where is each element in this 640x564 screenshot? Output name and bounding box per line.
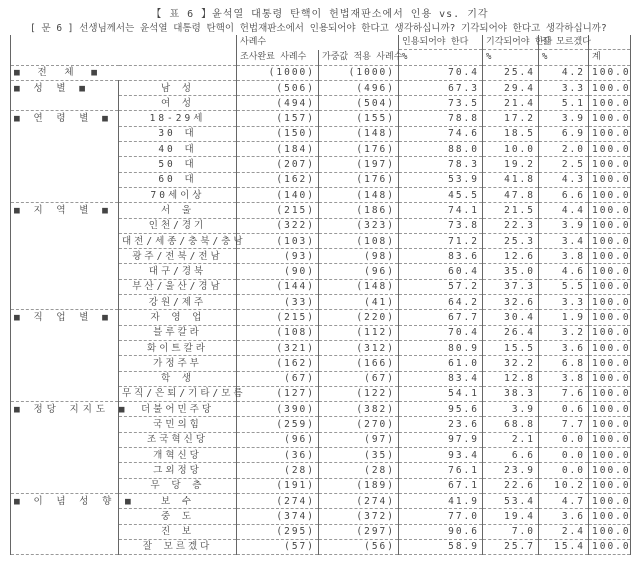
row-label: 잘 모르겠다 — [119, 539, 237, 554]
header-cases: 사례수 — [237, 35, 399, 50]
header-dont-know: 잘 모르겠다 — [539, 35, 589, 50]
group-label: ■ 지 역 별 ■ — [14, 205, 112, 217]
table-row — [11, 402, 631, 417]
weighted-cell: (148) — [319, 126, 399, 141]
dont-know-cell: 1.9 — [539, 310, 589, 325]
row-label: 서 울 — [119, 203, 237, 218]
dont-know-cell: 10.2 — [539, 478, 589, 493]
table-row — [11, 65, 631, 80]
reject-cell: 35.0 — [483, 264, 539, 279]
weighted-cell: (176) — [319, 172, 399, 187]
table-row — [11, 539, 631, 554]
dont-know-cell: 0.0 — [539, 432, 589, 447]
dont-know-cell: 2.4 — [539, 524, 589, 539]
dont-know-cell: 0.0 — [539, 448, 589, 463]
row-label: 가정주부 — [119, 356, 237, 371]
row-label: 여 성 — [119, 96, 237, 111]
dont-know-cell: 5.1 — [539, 96, 589, 111]
table-row — [11, 126, 631, 141]
group-label: ■ 전 체 ■ — [11, 65, 237, 80]
table-row — [11, 295, 631, 310]
total-cell: 100.0 — [589, 448, 631, 463]
weighted-cell: (155) — [319, 111, 399, 126]
completed-cell: (28) — [237, 463, 319, 478]
completed-cell: (259) — [237, 417, 319, 432]
row-label: 무직/은퇴/기타/모름 — [119, 386, 237, 401]
total-cell: 100.0 — [589, 65, 631, 80]
total-cell: 100.0 — [589, 386, 631, 401]
group-label: ■ 정당 지지도 ■ — [14, 404, 129, 416]
row-label: 블루칼라 — [119, 325, 237, 340]
completed-cell: (33) — [237, 295, 319, 310]
accept-cell: 97.9 — [399, 432, 483, 447]
table-row — [11, 279, 631, 294]
row-label: 70세이상 — [119, 187, 237, 202]
weighted-cell: (504) — [319, 96, 399, 111]
weighted-cell: (96) — [319, 264, 399, 279]
reject-cell: 21.4 — [483, 96, 539, 111]
completed-cell: (162) — [237, 172, 319, 187]
reject-cell: 32.6 — [483, 295, 539, 310]
completed-cell: (215) — [237, 203, 319, 218]
row-label: 30 대 — [119, 126, 237, 141]
row-label: 대구/경북 — [119, 264, 237, 279]
total-cell: 100.0 — [589, 264, 631, 279]
completed-cell: (103) — [237, 233, 319, 248]
reject-cell: 21.5 — [483, 203, 539, 218]
weighted-cell: (186) — [319, 203, 399, 218]
row-label: 40 대 — [119, 142, 237, 157]
total-cell: 100.0 — [589, 126, 631, 141]
row-label: 대전/세종/충북/충남 — [119, 233, 237, 248]
reject-cell: 38.3 — [483, 386, 539, 401]
table-row — [11, 356, 631, 371]
completed-cell: (67) — [237, 371, 319, 386]
table-row — [11, 417, 631, 432]
total-cell: 100.0 — [589, 111, 631, 126]
dont-know-cell: 7.6 — [539, 386, 589, 401]
total-cell: 100.0 — [589, 172, 631, 187]
reject-cell: 7.0 — [483, 524, 539, 539]
reject-cell: 26.4 — [483, 325, 539, 340]
accept-cell: 70.4 — [399, 325, 483, 340]
dont-know-cell: 4.3 — [539, 172, 589, 187]
reject-cell: 30.4 — [483, 310, 539, 325]
dont-know-cell: 3.8 — [539, 249, 589, 264]
weighted-cell: (41) — [319, 295, 399, 310]
total-cell: 100.0 — [589, 279, 631, 294]
table-row — [11, 142, 631, 157]
accept-cell: 77.0 — [399, 509, 483, 524]
dont-know-cell: 4.2 — [539, 65, 589, 80]
accept-cell: 74.6 — [399, 126, 483, 141]
dont-know-cell: 3.3 — [539, 295, 589, 310]
total-cell: 100.0 — [589, 325, 631, 340]
group-label: ■ 연 령 별 ■ — [14, 113, 112, 125]
table-row — [11, 80, 631, 95]
total-cell: 100.0 — [589, 539, 631, 554]
weighted-cell: (297) — [319, 524, 399, 539]
reject-cell: 47.8 — [483, 187, 539, 202]
row-label: 중 도 — [119, 509, 237, 524]
table-row — [11, 157, 631, 172]
total-cell: 100.0 — [589, 187, 631, 202]
total-cell: 100.0 — [589, 432, 631, 447]
total-cell: 100.0 — [589, 96, 631, 111]
table-row — [11, 172, 631, 187]
reject-cell: 68.8 — [483, 417, 539, 432]
completed-cell: (390) — [237, 402, 319, 417]
row-label: 무 당 층 — [119, 478, 237, 493]
accept-cell: 80.9 — [399, 340, 483, 355]
group-label: ■ 이 념 성 향 ■ — [14, 495, 135, 507]
table-row — [11, 478, 631, 493]
reject-cell: 18.5 — [483, 126, 539, 141]
weighted-cell: (197) — [319, 157, 399, 172]
dont-know-cell: 2.5 — [539, 157, 589, 172]
total-cell: 100.0 — [589, 157, 631, 172]
reject-cell: 32.2 — [483, 356, 539, 371]
completed-cell: (144) — [237, 279, 319, 294]
row-label: 60 대 — [119, 172, 237, 187]
dont-know-cell: 2.0 — [539, 142, 589, 157]
header-accept: 인용되어야 한다 — [399, 35, 483, 50]
accept-cell: 54.1 — [399, 386, 483, 401]
completed-cell: (184) — [237, 142, 319, 157]
accept-cell: 90.6 — [399, 524, 483, 539]
accept-cell: 53.9 — [399, 172, 483, 187]
accept-cell: 45.5 — [399, 187, 483, 202]
dont-know-cell: 3.6 — [539, 509, 589, 524]
completed-cell: (93) — [237, 249, 319, 264]
weighted-cell: (382) — [319, 402, 399, 417]
reject-cell: 12.6 — [483, 249, 539, 264]
weighted-cell: (122) — [319, 386, 399, 401]
dont-know-cell: 3.9 — [539, 111, 589, 126]
weighted-cell: (372) — [319, 509, 399, 524]
accept-cell: 95.6 — [399, 402, 483, 417]
weighted-cell: (97) — [319, 432, 399, 447]
table-row — [11, 371, 631, 386]
weighted-cell: (112) — [319, 325, 399, 340]
reject-cell: 22.6 — [483, 478, 539, 493]
reject-cell: 53.4 — [483, 493, 539, 508]
reject-cell: 25.3 — [483, 233, 539, 248]
completed-cell: (374) — [237, 509, 319, 524]
completed-cell: (494) — [237, 96, 319, 111]
weighted-cell: (148) — [319, 187, 399, 202]
header-accept-pct: % — [399, 50, 483, 65]
dont-know-cell: 4.7 — [539, 493, 589, 508]
accept-cell: 61.0 — [399, 356, 483, 371]
header-total: 계 — [589, 50, 631, 65]
header-weighted: 가중값 적용 사례수 — [319, 50, 399, 65]
row-label: 화이트칼라 — [119, 340, 237, 355]
total-cell: 100.0 — [589, 295, 631, 310]
table-row — [11, 509, 631, 524]
group-label: ■ 직 업 별 ■ — [14, 312, 112, 324]
accept-cell: 71.2 — [399, 233, 483, 248]
row-label: 개혁신당 — [119, 448, 237, 463]
table-row — [11, 187, 631, 202]
dont-know-cell: 15.4 — [539, 539, 589, 554]
row-label: 남 성 — [119, 80, 237, 95]
weighted-cell: (270) — [319, 417, 399, 432]
dont-know-cell: 3.3 — [539, 80, 589, 95]
accept-cell: 67.7 — [399, 310, 483, 325]
table-row — [11, 203, 631, 218]
total-cell: 100.0 — [589, 417, 631, 432]
weighted-cell: (274) — [319, 493, 399, 508]
accept-cell: 67.1 — [399, 478, 483, 493]
reject-cell: 19.4 — [483, 509, 539, 524]
completed-cell: (96) — [237, 432, 319, 447]
accept-cell: 57.2 — [399, 279, 483, 294]
table-row — [11, 325, 631, 340]
results-table — [10, 35, 631, 555]
completed-cell: (1000) — [237, 65, 319, 80]
reject-cell: 19.2 — [483, 157, 539, 172]
accept-cell: 73.8 — [399, 218, 483, 233]
accept-cell: 83.4 — [399, 371, 483, 386]
row-label: 강원/제주 — [119, 295, 237, 310]
dont-know-cell: 5.5 — [539, 279, 589, 294]
table-row — [11, 340, 631, 355]
reject-cell: 37.3 — [483, 279, 539, 294]
reject-cell: 41.8 — [483, 172, 539, 187]
accept-cell: 74.1 — [399, 203, 483, 218]
completed-cell: (57) — [237, 539, 319, 554]
total-cell: 100.0 — [589, 463, 631, 478]
reject-cell: 15.5 — [483, 340, 539, 355]
dont-know-cell: 3.2 — [539, 325, 589, 340]
table-row — [11, 233, 631, 248]
row-label: 자 영 업 — [119, 310, 237, 325]
total-cell: 100.0 — [589, 509, 631, 524]
dont-know-cell: 3.4 — [539, 233, 589, 248]
dont-know-cell: 7.7 — [539, 417, 589, 432]
completed-cell: (162) — [237, 356, 319, 371]
completed-cell: (215) — [237, 310, 319, 325]
reject-cell: 22.3 — [483, 218, 539, 233]
table-row — [11, 448, 631, 463]
table-row — [11, 264, 631, 279]
accept-cell: 76.1 — [399, 463, 483, 478]
completed-cell: (506) — [237, 80, 319, 95]
row-label: 인천/경기 — [119, 218, 237, 233]
table-row — [11, 310, 631, 325]
total-cell: 100.0 — [589, 142, 631, 157]
completed-cell: (274) — [237, 493, 319, 508]
table-row — [11, 493, 631, 508]
accept-cell: 60.4 — [399, 264, 483, 279]
accept-cell: 41.9 — [399, 493, 483, 508]
accept-cell: 58.9 — [399, 539, 483, 554]
table-row — [11, 96, 631, 111]
header-row-2 — [11, 50, 631, 65]
row-label: 학 생 — [119, 371, 237, 386]
completed-cell: (157) — [237, 111, 319, 126]
weighted-cell: (67) — [319, 371, 399, 386]
accept-cell: 64.2 — [399, 295, 483, 310]
completed-cell: (191) — [237, 478, 319, 493]
accept-cell: 88.0 — [399, 142, 483, 157]
dont-know-cell: 3.6 — [539, 340, 589, 355]
dont-know-cell: 6.8 — [539, 356, 589, 371]
completed-cell: (36) — [237, 448, 319, 463]
completed-cell: (108) — [237, 325, 319, 340]
weighted-cell: (323) — [319, 218, 399, 233]
reject-cell: 17.2 — [483, 111, 539, 126]
reject-cell: 3.9 — [483, 402, 539, 417]
total-cell: 100.0 — [589, 371, 631, 386]
completed-cell: (150) — [237, 126, 319, 141]
accept-cell: 70.4 — [399, 65, 483, 80]
total-cell: 100.0 — [589, 233, 631, 248]
question-text: [ 문 6 ] 선생님께서는 윤석열 대통령 탄핵이 헌법재판소에서 인용되어야 한다고 생각하십니까? 기각되어야 한다고 생각하십니까? — [30, 23, 607, 34]
weighted-cell: (148) — [319, 279, 399, 294]
header-reject: 기각되어야 한다 — [483, 35, 539, 50]
weighted-cell: (28) — [319, 463, 399, 478]
reject-cell: 12.8 — [483, 371, 539, 386]
dont-know-cell: 0.0 — [539, 463, 589, 478]
accept-cell: 23.6 — [399, 417, 483, 432]
completed-cell: (321) — [237, 340, 319, 355]
weighted-cell: (98) — [319, 249, 399, 264]
table-row — [11, 249, 631, 264]
total-cell: 100.0 — [589, 493, 631, 508]
weighted-cell: (189) — [319, 478, 399, 493]
total-cell: 100.0 — [589, 203, 631, 218]
row-label: 진 보 — [119, 524, 237, 539]
reject-cell: 25.7 — [483, 539, 539, 554]
weighted-cell: (220) — [319, 310, 399, 325]
completed-cell: (295) — [237, 524, 319, 539]
dont-know-cell: 0.6 — [539, 402, 589, 417]
reject-cell: 2.1 — [483, 432, 539, 447]
dont-know-cell: 6.6 — [539, 187, 589, 202]
table-row — [11, 524, 631, 539]
table-row — [11, 463, 631, 478]
table-row — [11, 111, 631, 126]
weighted-cell: (1000) — [319, 65, 399, 80]
table-title: 【 표 6 】윤석열 대통령 탄핵이 헌법재판소에서 인용 vs. 기각 — [151, 9, 489, 20]
table-row — [11, 386, 631, 401]
row-label: 그외정당 — [119, 463, 237, 478]
row-label: 더불어민주당 — [119, 402, 237, 417]
accept-cell: 73.5 — [399, 96, 483, 111]
total-cell: 100.0 — [589, 524, 631, 539]
weighted-cell: (108) — [319, 233, 399, 248]
completed-cell: (90) — [237, 264, 319, 279]
dont-know-cell: 4.4 — [539, 203, 589, 218]
row-label: 국민의힘 — [119, 417, 237, 432]
row-label: 50 대 — [119, 157, 237, 172]
row-label: 부산/울산/경남 — [119, 279, 237, 294]
completed-cell: (322) — [237, 218, 319, 233]
total-cell: 100.0 — [589, 310, 631, 325]
weighted-cell: (496) — [319, 80, 399, 95]
reject-cell: 6.6 — [483, 448, 539, 463]
weighted-cell: (312) — [319, 340, 399, 355]
group-label: ■ 성 별 ■ — [14, 82, 89, 94]
dont-know-cell: 3.9 — [539, 218, 589, 233]
total-cell: 100.0 — [589, 402, 631, 417]
table-row — [11, 218, 631, 233]
accept-cell: 67.3 — [399, 80, 483, 95]
weighted-cell: (166) — [319, 356, 399, 371]
total-cell: 100.0 — [589, 478, 631, 493]
row-label: 보 수 — [119, 493, 237, 508]
completed-cell: (127) — [237, 386, 319, 401]
table-row — [11, 432, 631, 447]
dont-know-cell: 3.8 — [539, 371, 589, 386]
reject-cell: 23.9 — [483, 463, 539, 478]
accept-cell: 83.6 — [399, 249, 483, 264]
reject-cell: 29.4 — [483, 80, 539, 95]
weighted-cell: (56) — [319, 539, 399, 554]
row-label: 18-29세 — [119, 111, 237, 126]
accept-cell: 78.8 — [399, 111, 483, 126]
total-cell: 100.0 — [589, 356, 631, 371]
dont-know-cell: 4.6 — [539, 264, 589, 279]
completed-cell: (207) — [237, 157, 319, 172]
row-label: 조국혁신당 — [119, 432, 237, 447]
total-cell: 100.0 — [589, 340, 631, 355]
header-dk-pct: % — [539, 50, 589, 65]
dont-know-cell: 6.9 — [539, 126, 589, 141]
completed-cell: (140) — [237, 187, 319, 202]
accept-cell: 93.4 — [399, 448, 483, 463]
header-completed: 조사완료 사례수 — [237, 50, 319, 65]
reject-cell: 10.0 — [483, 142, 539, 157]
header-reject-pct: % — [483, 50, 539, 65]
total-cell: 100.0 — [589, 249, 631, 264]
header-row-1 — [11, 35, 631, 50]
weighted-cell: (176) — [319, 142, 399, 157]
reject-cell: 25.4 — [483, 65, 539, 80]
row-label: 광주/전북/전남 — [119, 249, 237, 264]
total-cell: 100.0 — [589, 80, 631, 95]
accept-cell: 78.3 — [399, 157, 483, 172]
total-cell: 100.0 — [589, 218, 631, 233]
weighted-cell: (35) — [319, 448, 399, 463]
